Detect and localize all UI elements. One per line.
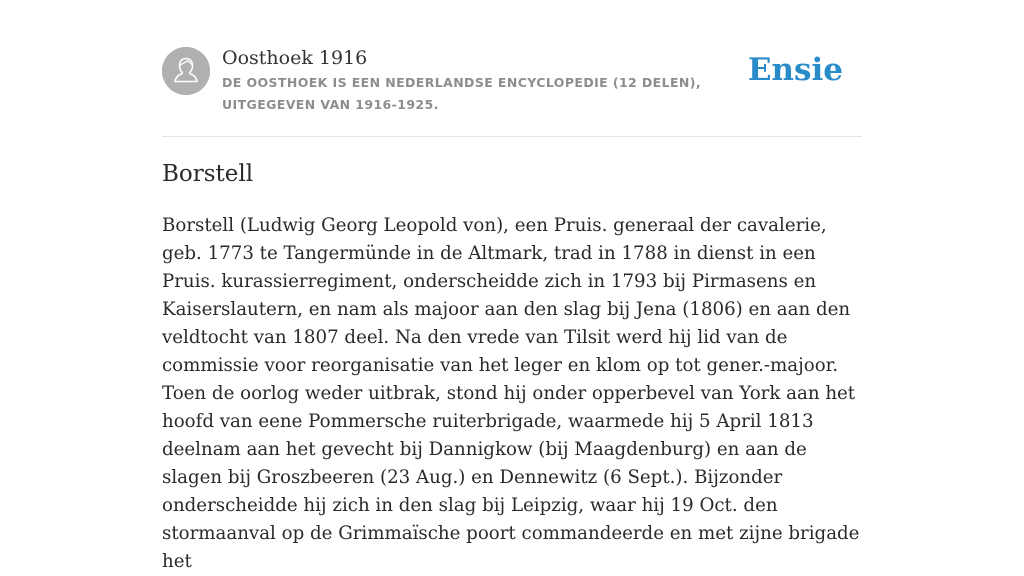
user-silhouette-icon [162, 47, 210, 95]
brand-logo[interactable]: Ensie [747, 52, 843, 88]
avatar[interactable] [162, 47, 210, 95]
article-container [162, 0, 862, 572]
source-header [162, 44, 862, 137]
source-title[interactable]: Oosthoek 1916 [222, 47, 368, 69]
article-title: Borstell [162, 161, 254, 187]
source-description: DE OOSTHOEK IS EEN NEDERLANDSE ENCYCLOPEDIE (12 DELEN), UITGEGEVEN VAN 1916-1925. [222, 75, 702, 112]
article-body: Borstell (Ludwig Georg Leopold von), een Pruis. generaal der cavalerie, geb. 1773 te Tangermünde in de Altmark, trad in 1788 in dienst in een Pruis. kurassierregiment, onderscheidde zich in 1793 bij Pirmasens en Kaiserslautern, en nam als majoor aan den slag bij Jena (1806) en aan den veldtocht van 1807 deel. Na den vrede van Tilsit werd hij lid van de commissie voor reorganisatie van het leger en klom op tot gener.-majoor. Toen de oorlog weder uitbrak, stond hij onder opperbevel van York aan het hoofd van eene Pommersche ruiterbrigade, waarmede hij 5 April 1813 deelnam aan het gevecht bij Dannigkow (bij Maagdenburg) en aan de slagen bij Groszbeeren (23 Aug.) en Dennewitz (6 Sept.). Bijzonder onderscheidde hij zich in den slag bij Leipzig, waar hij 19 Oct. den stormaanval op de Grimmaïsche poort commandeerde en met zijne brigade het [162, 215, 860, 572]
